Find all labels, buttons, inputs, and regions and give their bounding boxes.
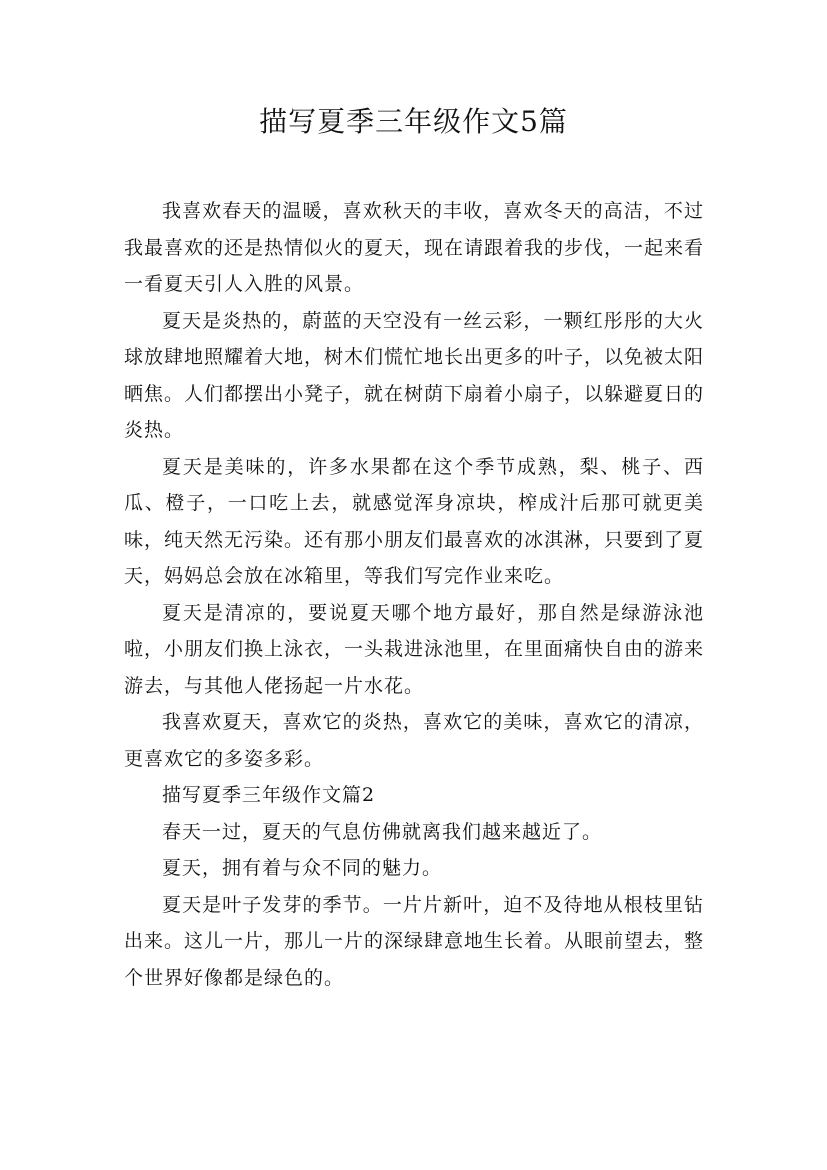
paragraph-7: 夏天，拥有着与众不同的魅力。 xyxy=(162,857,443,879)
paragraph-1: 我喜欢春天的温暖，喜欢秋天的丰收，喜欢冬天的高洁，不过我最喜欢的还是热情似火的夏天，现在请跟着我的步伐，一起来看一看夏天引人入胜的风景。 xyxy=(124,200,705,295)
paragraph-2: 夏天是炎热的，蔚蓝的天空没有一丝云彩，一颗红彤彤的大火球放肆地照耀着大地，树木们慌忙地长出更多的叶子，以免被太阳晒焦。人们都摆出小凳子，就在树荫下扇着小扇子，以躲避夏日的炎热。 xyxy=(124,309,705,441)
paragraph-5: 我喜欢夏天，喜欢它的炎热，喜欢它的美味，喜欢它的清凉，更喜欢它的多姿多彩。 xyxy=(124,711,704,770)
paragraph-3: 夏天是美味的，许多水果都在这个季节成熟，梨、桃子、西瓜、橙子，一口吃上去，就感觉浑身凉块，榨成汁后那可就更美味，纯天然无污染。还有那小朋友们最喜欢的冰淇淋，只要到了夏天，妈妈总会放在冰箱里，等我们写完作业来吃。 xyxy=(124,455,705,587)
paragraph-8: 夏天是叶子发芽的季节。一片片新叶，迫不及待地从根枝里钻出来。这儿一片，那儿一片的深绿肆意地生长着。从眼前望去，整个世界好像都是绿色的。 xyxy=(124,893,705,989)
paragraph-6: 春天一过，夏天的气息仿佛就离我们越来越近了。 xyxy=(162,820,603,843)
document-body xyxy=(124,193,704,996)
section-heading: 描写夏季三年级作文篇2 xyxy=(162,784,376,806)
document-title: 描写夏季三年级作文5篇 xyxy=(259,105,568,138)
paragraph-4: 夏天是清凉的，要说夏天哪个地方最好，那自然是绿游泳池啦，小朋友们换上泳衣，一头栽进泳池里，在里面痛快自由的游来游去，与其他人佬扬起一片水花。 xyxy=(124,601,705,697)
